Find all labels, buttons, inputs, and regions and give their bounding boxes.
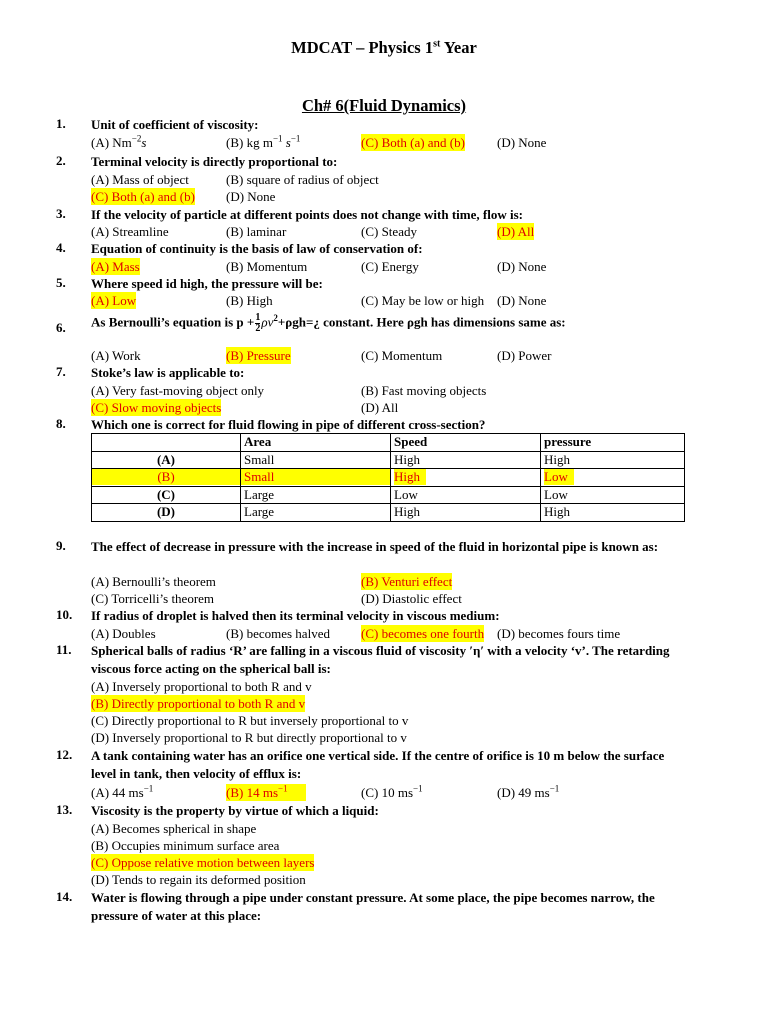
question-number: 13. <box>56 802 73 817</box>
question-number: 14. <box>56 889 73 904</box>
option-a: (A) Streamline <box>91 224 169 239</box>
option-b: (B) Momentum <box>226 259 308 274</box>
question-stem: Water is flowing through a pipe under constant pressure. At some place, the pipe becomes narrow, the pressure of water at this place: <box>91 890 655 923</box>
option-b-answer: (B) 14 $ms^{-1}$ <box>226 784 306 801</box>
question-stem: Stoke’s law is applicable to: <box>91 365 245 380</box>
option-c-answer: (C) becomes one fourth <box>361 626 485 641</box>
question-number: 11. <box>56 642 72 657</box>
question-number: 5. <box>56 275 66 290</box>
option-d: (D) Diastolic effect <box>361 591 462 606</box>
fraction-half: $\frac{1}{2}$ <box>255 312 261 334</box>
option-b: (B) square of radius of object <box>226 172 379 187</box>
option-a-answer: (A) Mass <box>91 259 140 274</box>
option-c: (C) Steady <box>361 224 417 239</box>
option-a: (A) Mass of object <box>91 172 189 187</box>
option-a-answer: (A) Low <box>91 293 137 308</box>
question-number: 6. <box>56 320 66 335</box>
question-stem: If the velocity of particle at different points does not change with time, flow is: <box>91 207 523 222</box>
options-table <box>91 433 685 522</box>
table-row: (C) Large Low Low <box>92 486 685 504</box>
question-number: 3. <box>56 206 66 221</box>
option-d: (D) None <box>497 293 547 308</box>
question-number: 1. <box>56 116 66 131</box>
option-c: (C) 10 $ms^{-1}$ <box>361 783 423 800</box>
question-stem: Spherical balls of radius ‘R’ are falling in a viscous fluid of viscosity ′η′ with a velocity ‘v’. The retarding viscous force acting on the spherical ball is: <box>91 643 670 676</box>
question-number: 10. <box>56 607 73 622</box>
option-c: (C) Directly proportional to R but inversely proportional to v <box>91 713 409 728</box>
option-c-answer: (C) Both (a) and (b) <box>91 189 195 204</box>
question-number: 2. <box>56 153 66 168</box>
question-number: 8. <box>56 416 66 431</box>
table-row: (D) Large High High <box>92 504 685 522</box>
option-a: (A) Very fast-moving object only <box>91 383 265 398</box>
question-stem: A tank containing water has an orifice one vertical side. If the centre of orifice is 10 m below the surface level in tank, then velocity of efflux is: <box>91 748 665 781</box>
option-a: (A) 44 $ms^{-1}$ <box>91 783 154 800</box>
question-stem: Terminal velocity is directly proportional to: <box>91 154 338 169</box>
question-number: 4. <box>56 240 66 255</box>
option-c: (C) May be low or high <box>361 293 485 308</box>
option-d: (D) None <box>497 135 547 150</box>
option-c-answer: (C) Both (a) and (b) <box>361 135 465 150</box>
option-b: (B) becomes halved <box>226 626 330 641</box>
table-row: (A) Small High High <box>92 451 685 469</box>
question-stem: Where speed id high, the pressure will be: <box>91 276 323 291</box>
question-stem: If radius of droplet is halved then its terminal velocity in viscous medium: <box>91 608 500 623</box>
question-stem: Unit of coefficient of viscosity: <box>91 117 259 132</box>
option-b-answer: (B) Directly proportional to both R and v <box>91 696 306 711</box>
option-d: (D) None <box>497 259 547 274</box>
table-row-answer: (B) Small High Low <box>92 469 685 487</box>
question-stem: Viscosity is the property by virtue of which a liquid: <box>91 803 379 818</box>
option-d: (D) Tends to regain its deformed position <box>91 872 306 887</box>
question-number: 9. <box>56 538 66 553</box>
table-header-row: Area Speed pressure <box>92 434 685 452</box>
question-stem: As Bernoulli’s equation is p + $\frac{1}{2}$ $\rho v^2+\rho gh=¿$ constant. Here ρgh has dimensions same as: <box>91 312 566 334</box>
option-b-answer: (B) Pressure <box>226 348 291 363</box>
option-a: (A) Work <box>91 348 141 363</box>
option-d: (D) Inversely proportional to R but directly proportional to v <box>91 730 407 745</box>
option-b: (B) High <box>226 293 273 308</box>
option-c: (C) Energy <box>361 259 419 274</box>
option-c: (C) Torricelli’s theorem <box>91 591 215 606</box>
option-b: (B) kg $m^{-1}$ $s^{-1}$ <box>226 133 301 150</box>
option-a: (A) Inversely proportional to both R and v <box>91 679 312 694</box>
option-c-answer: (C) Oppose relative motion between layers <box>91 855 315 870</box>
option-b: (B) laminar <box>226 224 287 239</box>
option-c: (C) Momentum <box>361 348 443 363</box>
option-c-answer: (C) Slow moving objects <box>91 400 222 415</box>
question-stem: Which one is correct for fluid flowing in pipe of different cross-section? <box>91 417 486 432</box>
question-stem: Equation of continuity is the basis of law of conservation of: <box>91 241 423 256</box>
option-a: (A) Bernoulli’s theorem <box>91 574 216 589</box>
option-d: (D) Power <box>497 348 552 363</box>
question-stem: The effect of decrease in pressure with the increase in speed of the fluid in horizontal pipe is known as: <box>91 539 659 554</box>
document-title: MDCAT – Physics 1st Year <box>291 38 477 57</box>
option-d: (D) None <box>226 189 276 204</box>
option-a: (A) Doubles <box>91 626 156 641</box>
option-b-answer: (B) Venturi effect <box>361 574 453 589</box>
option-d-answer: (D) All <box>497 224 535 239</box>
option-a: (A) Becomes spherical in shape <box>91 821 257 836</box>
question-number: 12. <box>56 747 73 762</box>
chapter-heading: Ch# 6(Fluid Dynamics) <box>301 96 467 115</box>
option-a: (A) $Nm^{-2}s$ <box>91 133 147 150</box>
option-d: (D) All <box>361 400 399 415</box>
option-d: (D) becomes fours time <box>497 626 621 641</box>
question-number: 7. <box>56 364 66 379</box>
option-b: (B) Occupies minimum surface area <box>91 838 280 853</box>
option-b: (B) Fast moving objects <box>361 383 487 398</box>
option-d: (D) 49 $ms^{-1}$ <box>497 783 560 800</box>
